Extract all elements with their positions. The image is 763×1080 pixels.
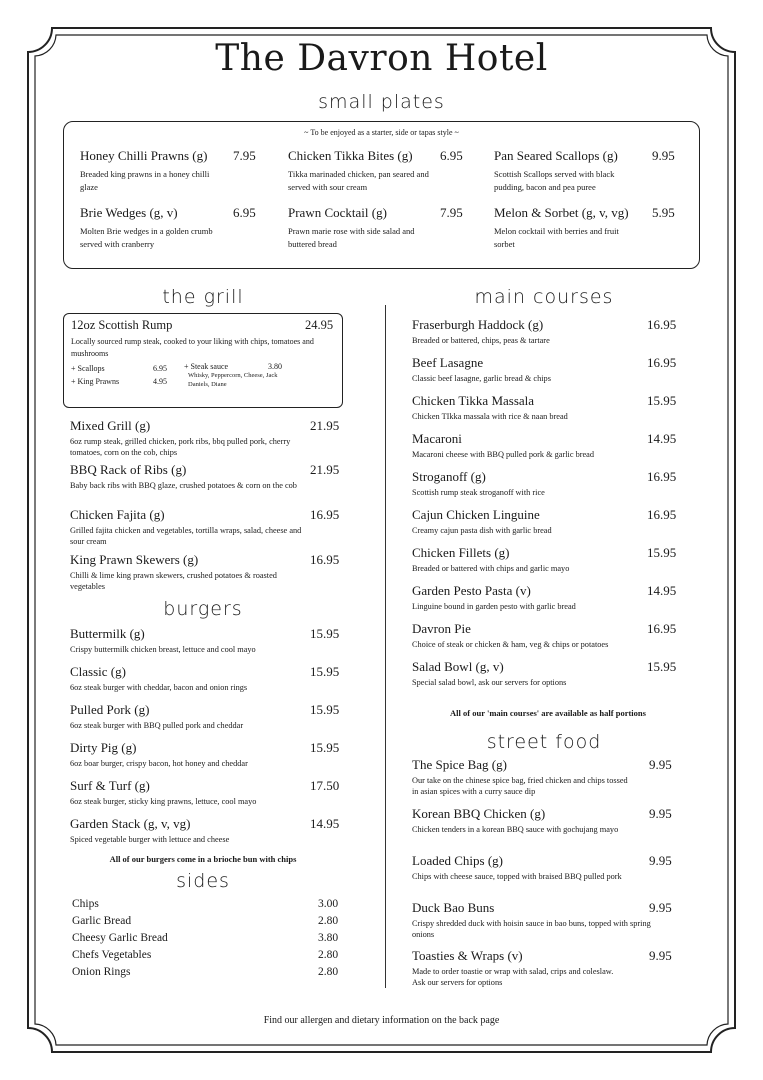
burger-item — [70, 664, 342, 694]
small-plates-subtitle: ~ To be enjoyed as a starter, side or tapas style ~ — [304, 128, 459, 137]
item-name: Korean BBQ Chicken (g) — [412, 806, 546, 821]
item-name: Duck Bao Buns — [412, 900, 495, 915]
item-description: Chicken tenders in a korean BBQ sauce with gochujang mayo — [412, 825, 619, 834]
item-description: Chilli & lime king prawn skewers, crushed potatoes & roasted vegetables — [70, 571, 277, 591]
item-name: Pulled Pork (g) — [70, 702, 150, 717]
item-description: 6oz steak burger with cheddar, bacon and onion rings — [70, 683, 248, 692]
main-course-item — [412, 393, 682, 423]
item-price: 7.95 — [440, 205, 463, 220]
item-price: 3.80 — [318, 932, 339, 944]
item-name: Macaroni — [412, 431, 462, 446]
item-name: The Spice Bag (g) — [412, 757, 507, 772]
item-price: 3.00 — [318, 898, 339, 910]
small-plate-item — [288, 148, 483, 194]
item-description: 6oz boar burger, crispy bacon, hot honey and cheddar — [70, 759, 248, 768]
addon-steak-sauce-price: 3.80 — [268, 362, 282, 371]
item-price: 14.95 — [310, 816, 340, 831]
item-description: Linguine bound in garden pesto with garlic bread — [412, 602, 576, 611]
burger-item — [70, 702, 342, 732]
addon-scallops-price: 6.95 — [153, 364, 167, 373]
addon-steak-sauce: + Steak sauce — [184, 362, 229, 371]
rump-price: 24.95 — [305, 318, 334, 332]
item-description: 6oz steak burger, sticky king prawns, lettuce, cool mayo — [70, 797, 257, 806]
street-food-item — [412, 948, 682, 988]
main-course-item — [412, 317, 682, 347]
main-course-item — [412, 659, 682, 689]
item-name: Toasties & Wraps (v) — [412, 948, 523, 963]
item-name: Chicken Tikka Massala — [412, 393, 535, 408]
item-name: Cheesy Garlic Bread — [72, 932, 168, 944]
grill-item — [70, 507, 342, 547]
item-description: Breaded or battered, chips, peas & tartare — [412, 336, 550, 345]
main-course-item — [412, 507, 682, 537]
burger-item — [70, 816, 342, 846]
item-price: 14.95 — [647, 583, 677, 598]
main-course-item — [412, 545, 682, 575]
side-item — [72, 932, 342, 944]
item-price: 16.95 — [310, 507, 340, 522]
item-price: 15.95 — [310, 702, 340, 717]
street-food-item — [412, 757, 682, 797]
burger-item — [70, 626, 342, 656]
item-description: Baby back ribs with BBQ glaze, crushed potatoes & corn on the cob — [70, 481, 297, 490]
item-name: Melon & Sorbet (g, v, vg) — [494, 205, 629, 220]
small-plate-item — [494, 148, 689, 194]
item-price: 9.95 — [649, 853, 672, 868]
main-course-item — [412, 583, 682, 613]
item-description: Tikka marinaded chicken, pan seared and served with sour cream — [288, 169, 429, 192]
item-price: 15.95 — [310, 664, 340, 679]
item-description: Special salad bowl, ask our servers for options — [412, 678, 567, 687]
item-name: Chefs Vegetables — [72, 949, 152, 961]
burger-item — [70, 778, 342, 808]
small-plate-item — [80, 205, 275, 251]
page-title: The Davron Hotel — [215, 38, 548, 79]
item-price: 9.95 — [649, 948, 672, 963]
item-price: 14.95 — [647, 431, 677, 446]
item-name: Chicken Tikka Bites (g) — [288, 148, 413, 163]
item-price: 6.95 — [440, 148, 463, 163]
burgers-heading: burgers — [163, 598, 243, 620]
side-item — [72, 949, 342, 961]
item-name: Garden Pesto Pasta (v) — [412, 583, 531, 598]
item-price: 2.80 — [318, 966, 339, 978]
item-description: Molten Brie wedges in a golden crumb served with cranberry — [80, 226, 213, 249]
item-name: Chicken Fajita (g) — [70, 507, 165, 522]
item-price: 15.95 — [647, 393, 677, 408]
item-name: Garlic Bread — [72, 915, 132, 927]
item-description: Scottish rump steak stroganoff with rice — [412, 488, 545, 497]
side-item — [72, 898, 342, 910]
item-name: Surf & Turf (g) — [70, 778, 150, 793]
item-description: Crispy shredded duck with hoisin sauce in bao buns, topped with spring onions — [412, 919, 651, 939]
item-price: 6.95 — [233, 205, 256, 220]
item-description: Spiced vegetable burger with lettuce and cheese — [70, 835, 230, 844]
item-description: Classic beef lasagne, garlic bread & chips — [412, 374, 551, 383]
item-price: 5.95 — [652, 205, 675, 220]
item-price: 16.95 — [647, 507, 677, 522]
grill-heading: the grill — [162, 286, 244, 308]
main-course-item — [412, 431, 682, 461]
item-price: 17.50 — [310, 778, 340, 793]
item-description: Breaded king prawns in a honey chilli glaze — [80, 169, 210, 192]
main-courses-note: All of our 'main courses' are available as half portions — [450, 708, 646, 718]
street-food-item — [412, 806, 682, 836]
item-name: Salad Bowl (g, v) — [412, 659, 504, 674]
item-price: 16.95 — [310, 552, 340, 567]
rump-name: 12oz Scottish Rump — [71, 318, 173, 332]
item-name: Cajun Chicken Linguine — [412, 507, 540, 522]
item-name: BBQ Rack of Ribs (g) — [70, 462, 187, 477]
item-price: 16.95 — [647, 621, 677, 636]
grill-item — [70, 462, 342, 492]
item-price: 7.95 — [233, 148, 256, 163]
item-name: Pan Seared Scallops (g) — [494, 148, 618, 163]
small-plate-item — [494, 205, 689, 251]
item-name: Stroganoff (g) — [412, 469, 486, 484]
small-plate-item — [288, 205, 483, 251]
item-price: 15.95 — [647, 545, 677, 560]
addon-king-prawns-price: 4.95 — [153, 377, 167, 386]
item-price: 21.95 — [310, 462, 340, 477]
item-description: Our take on the chinese spice bag, fried chicken and chips tossed in asian spices with a curry sauce dip — [412, 776, 628, 796]
item-price: 16.95 — [647, 469, 677, 484]
item-description: Made to order toastie or wrap with salad, crips and coleslaw. Ask our servers for options — [412, 967, 614, 987]
item-description: Melon cocktail with berries and fruit sorbet — [494, 226, 619, 249]
item-name: Dirty Pig (g) — [70, 740, 137, 755]
street-food-item — [412, 900, 682, 940]
column-divider — [385, 305, 386, 988]
burger-item — [70, 740, 342, 770]
item-price: 16.95 — [647, 355, 677, 370]
item-description: 6oz steak burger with BBQ pulled pork and cheddar — [70, 721, 244, 730]
main-course-item — [412, 355, 682, 385]
item-name: Onion Rings — [72, 966, 131, 978]
item-name: Buttermilk (g) — [70, 626, 145, 641]
street-food-heading: street food — [486, 731, 602, 753]
item-description: Choice of steak or chicken & ham, veg & chips or potatoes — [412, 640, 609, 649]
main-course-item — [412, 621, 682, 651]
item-price: 15.95 — [310, 740, 340, 755]
item-name: Brie Wedges (g, v) — [80, 205, 178, 220]
side-item — [72, 966, 342, 978]
item-description: Prawn marie rose with side salad and buttered bread — [288, 226, 415, 249]
item-price: 2.80 — [318, 949, 339, 961]
rump-description: Locally sourced rump steak, cooked to your liking with chips, tomatoes and mushrooms — [71, 337, 314, 358]
item-name: Loaded Chips (g) — [412, 853, 503, 868]
item-name: Chicken Fillets (g) — [412, 545, 510, 560]
item-name: Prawn Cocktail (g) — [288, 205, 387, 220]
addon-king-prawns: + King Prawns — [71, 377, 120, 386]
item-price: 15.95 — [310, 626, 340, 641]
item-name: King Prawn Skewers (g) — [70, 552, 199, 567]
item-price: 9.95 — [649, 757, 672, 772]
item-description: Grilled fajita chicken and vegetables, tortilla wraps, salad, cheese and sour cream — [70, 526, 302, 546]
item-description: Chicken TIkka massala with rice & naan bread — [412, 412, 568, 421]
item-description: Scottish Scallops served with black pudding, bacon and pea puree — [494, 169, 615, 192]
main-course-item — [412, 469, 682, 499]
grill-item — [70, 418, 342, 458]
addon-scallops: + Scallops — [71, 364, 105, 373]
item-name: Honey Chilli Prawns (g) — [80, 148, 208, 163]
small-plates-heading: small plates — [318, 91, 445, 113]
side-item — [72, 915, 342, 927]
main-courses-heading: main courses — [474, 286, 614, 308]
street-food-item — [412, 853, 682, 883]
item-description: 6oz rump steak, grilled chicken, pork ribs, bbq pulled pork, cherry tomatoes, corn on the cob, chips — [70, 437, 291, 457]
item-price: 21.95 — [310, 418, 340, 433]
sides-heading: sides — [176, 870, 230, 892]
burgers-note: All of our burgers come in a brioche bun with chips — [109, 854, 297, 864]
item-name: Davron Pie — [412, 621, 471, 636]
item-name: Classic (g) — [70, 664, 126, 679]
item-price: 2.80 — [318, 915, 339, 927]
item-description: Creamy cajun pasta dish with garlic bread — [412, 526, 552, 535]
item-description: Macaroni cheese with BBQ pulled pork & garlic bread — [412, 450, 595, 459]
item-price: 9.95 — [652, 148, 675, 163]
item-name: Mixed Grill (g) — [70, 418, 151, 433]
item-price: 9.95 — [649, 900, 672, 915]
item-description: Chips with cheese sauce, topped with braised BBQ pulled pork — [412, 872, 622, 881]
item-description: Crispy buttermilk chicken breast, lettuce and cool mayo — [70, 645, 256, 654]
item-description: Breaded or battered with chips and garlic mayo — [412, 564, 570, 573]
footer-note: Find our allergen and dietary information on the back page — [263, 1015, 500, 1026]
grill-item — [70, 552, 342, 592]
steak-sauce-options: Whisky, Peppercorn, Cheese, Jack Daniels, Diane — [188, 372, 278, 388]
small-plate-item — [80, 148, 275, 194]
item-name: Garden Stack (g, v, vg) — [70, 816, 191, 831]
item-name: Chips — [72, 898, 99, 910]
item-price: 15.95 — [647, 659, 677, 674]
item-price: 16.95 — [647, 317, 677, 332]
item-name: Beef Lasagne — [412, 355, 484, 370]
item-price: 9.95 — [649, 806, 672, 821]
item-name: Fraserburgh Haddock (g) — [412, 317, 544, 332]
